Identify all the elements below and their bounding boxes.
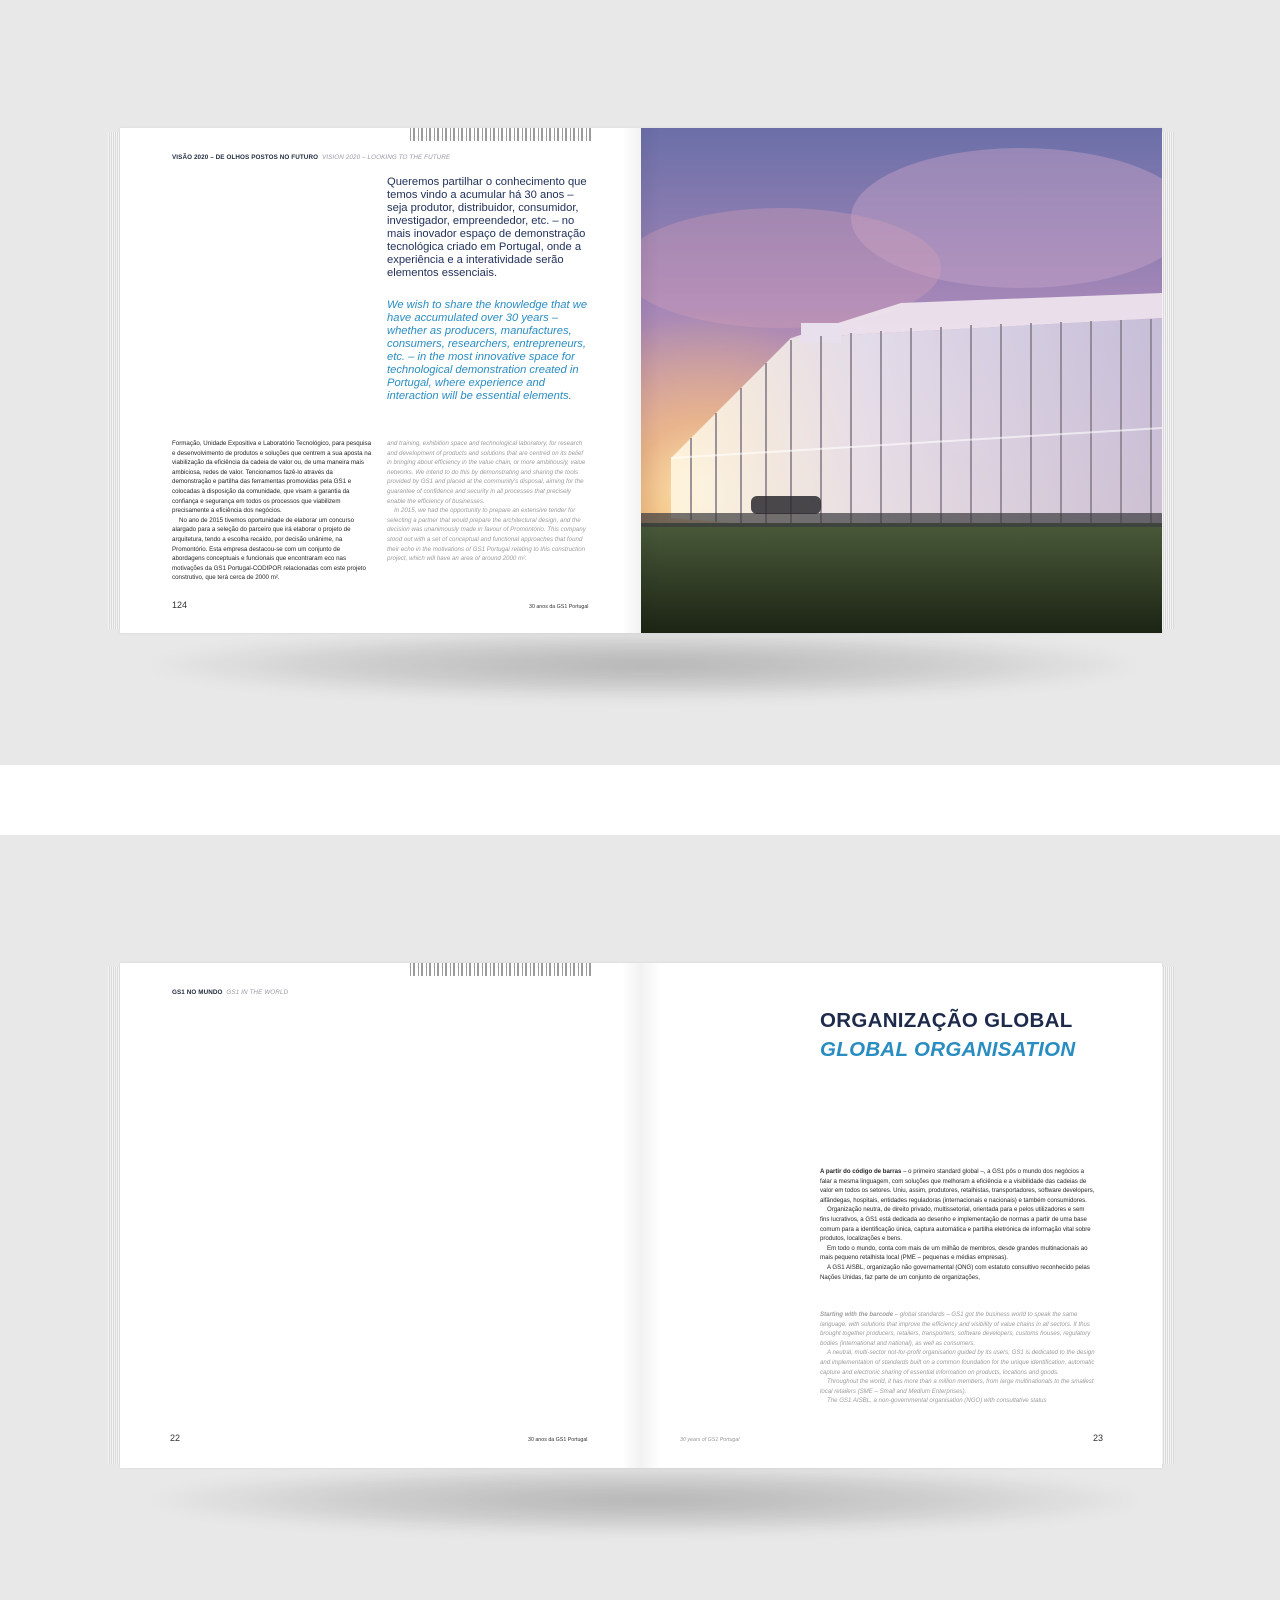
body-en-paragraph-1: and training, exhibition space and technological laboratory, for research and development of products and solutions that are centred on its belief in bringing about efficiency in the value chain, or more ambitiously, value networks. We intend to do this by demonstrating and sharing the tools provided by GS1 and placed at the community's disposal, aiming for the guarantee of confidence and security in all processes that precisely enable the efficiency of businesses. xyxy=(387,440,586,505)
left-page xyxy=(120,128,641,633)
running-head-pt: VISÃO 2020 – DE OLHOS POSTOS NO FUTURO xyxy=(172,154,319,161)
footer-text: 30 anos da GS1 Portugal xyxy=(529,604,589,610)
running-head-en: GS1 IN THE WORLD xyxy=(226,989,289,996)
left-page-blank xyxy=(120,963,641,1468)
book-shadow xyxy=(150,1465,1140,1535)
body-text-en xyxy=(820,1310,1095,1425)
org-pt-lead: A partir do código de barras xyxy=(820,1168,902,1175)
page-edges-right xyxy=(1160,132,1174,629)
pull-quote-pt: Queremos partilhar o conhecimento que temos vindo a acumular há 30 anos – seja produtor, distribuidor, consumidor, investigador, empreendedor, etc. – no mais inovador espaço de demonstração tecnológica criado em Portugal, onde a experiência e a interatividade serão elementos essenciais. xyxy=(387,176,587,279)
section-title-en: GLOBAL ORGANISATION xyxy=(820,1038,1076,1061)
mockup-panel-bottom xyxy=(0,835,1280,1600)
pull-quote-en: We wish to share the knowledge that we have accumulated over 30 years – whether as producers, manufactures, consumers, researchers, entrepreneurs, etc. – in the most innovative space for technological demonstration created in Portugal, where experience and interaction will be essential elements. xyxy=(387,299,588,402)
org-pt-p1-text: – o primeiro standard global –, a GS1 pôs o mundo dos negócios a falar a mesma linguagem, com soluções que melhoram a eficiência e a visibilidade das cadeias de valor em todos os setores. Uniu, assim, produtores, retalhistas, transportadores, software developers, alfândegas, hospitais, entidades reguladoras (internacionais e nacionais) e também consumidores. xyxy=(820,1168,1095,1204)
body-text-pt xyxy=(172,439,372,583)
body-en-paragraph-2: In 2015, we had the opportunity to prepare an extensive tender for selecting a partner that would prepare the architectural design, and the decision was unanimously made in favour of Promontório. This company stood out with a set of conceptual and functional approaches that found their echo in the motivations of GS1 Portugal relating to this construction project, which will have an area of around 2000 m². xyxy=(387,507,586,563)
page-edges-right xyxy=(1160,967,1174,1464)
org-pt-paragraph-4: A GS1 AISBL, organização não governamental (ONG) com estatuto consultivo reconhecido pelas Nações Unidas, faz parte de um conjunto de organizações, xyxy=(820,1263,1090,1281)
running-head xyxy=(172,989,288,996)
glass-building-render xyxy=(641,128,1162,633)
mockup-panel-top xyxy=(0,0,1280,765)
page-number: 124 xyxy=(172,600,188,610)
right-page-photo xyxy=(641,128,1162,633)
barcode-strip xyxy=(410,963,592,976)
body-pt-paragraph-2: No ano de 2015 tivemos oportunidade de elaborar um concurso alargado para a seleção do parceiro que irá elaborar o projeto de arquitetura, tendo a escolha recaído, por decisão unânime, na Promontório. Esta empresa destacou-se com um conjunto de abordagens conceptuais e funcionais que encontraram eco nas motivações da GS1 Portugal-CODIPOR relacionadas com este projeto construtivo, que terá cerca de 2000 m². xyxy=(172,516,366,582)
footer-text-right: 30 years of GS1 Portugal xyxy=(680,1437,740,1443)
body-text-en xyxy=(387,439,589,564)
book-spread-global-organisation xyxy=(120,963,1162,1468)
body-pt-paragraph-1: Formação, Unidade Expositiva e Laboratório Tecnológico, para pesquisa e desenvolvimento de produtos e soluções que centrem a sua aposta na viabilização da eficiência da cadeia de valor ou, de uma maneira mais ambiciosa, redes de valor. Tencionamos fazê-lo através da demonstração e partilha das ferramentas promovidas pela GS1 e colocadas à disposição da comunidade, que visam a garantia da confiança e segurança em todos os processos que viabilizem precisamente a eficiência dos negócios. xyxy=(172,440,372,515)
page-number-left: 22 xyxy=(170,1433,181,1443)
book-spread-vision-2020 xyxy=(120,128,1162,633)
org-en-p1-text: – global standards – GS1 got the business world to speak the same language, with solutions that improve the efficiency and visibility of value chains in all sectors. It thus brought together producers, retailers, transporters, software developers, customs houses, regulatory bodies (international and national), as well as consumers. xyxy=(820,1311,1091,1347)
org-pt-paragraph-1 xyxy=(820,1167,1095,1205)
org-pt-paragraph-2: Organização neutra, de direito privado, multissetorial, orientada para e pelos utilizadores e sem fins lucrativos, a GS1 está dedicada ao desenho e implementação de normas a partir de uma base comum para a identificação única, captura automática e partilha eletrónica de informação vital sobre produtos, localizações e bens. xyxy=(820,1206,1091,1243)
footer-text-left: 30 anos da GS1 Portugal xyxy=(528,1437,588,1443)
section-title-pt: ORGANIZAÇÃO GLOBAL xyxy=(820,1009,1073,1032)
org-en-paragraph-2: A neutral, multi-sector not-for-profit organisation guided by its users, GS1 is dedicated to the design and implementation of standards built on a common foundation for the unique identification, automatic capture and electronic sharing of essential information on products, locations and goods. xyxy=(820,1349,1095,1376)
page-number-right: 23 xyxy=(1093,1433,1104,1443)
right-page xyxy=(641,963,1162,1468)
body-text-pt xyxy=(820,1167,1095,1282)
org-en-paragraph-3: Throughout the world, it has more than a million members, from large multinationals to the smallest local retailers (SME – Small and Medium Enterprises). xyxy=(820,1378,1094,1395)
book-shadow xyxy=(150,630,1140,700)
running-head xyxy=(172,154,450,161)
org-en-paragraph-1 xyxy=(820,1310,1095,1348)
org-pt-paragraph-3: Em todo o mundo, conta com mais de um milhão de membros, desde grandes multinacionais ao mais pequeno retalhista local (PME – pequenas e médias empresas). xyxy=(820,1244,1088,1262)
running-head-pt: GS1 NO MUNDO xyxy=(172,989,223,996)
running-head-en: VISION 2020 – LOOKING TO THE FUTURE xyxy=(321,154,451,161)
barcode-strip xyxy=(410,128,592,141)
org-en-paragraph-4: The GS1 AISBL, a non-governmental organisation (NGO) with consultative status xyxy=(827,1397,1047,1405)
org-en-lead: Starting with the barcode xyxy=(820,1311,894,1318)
